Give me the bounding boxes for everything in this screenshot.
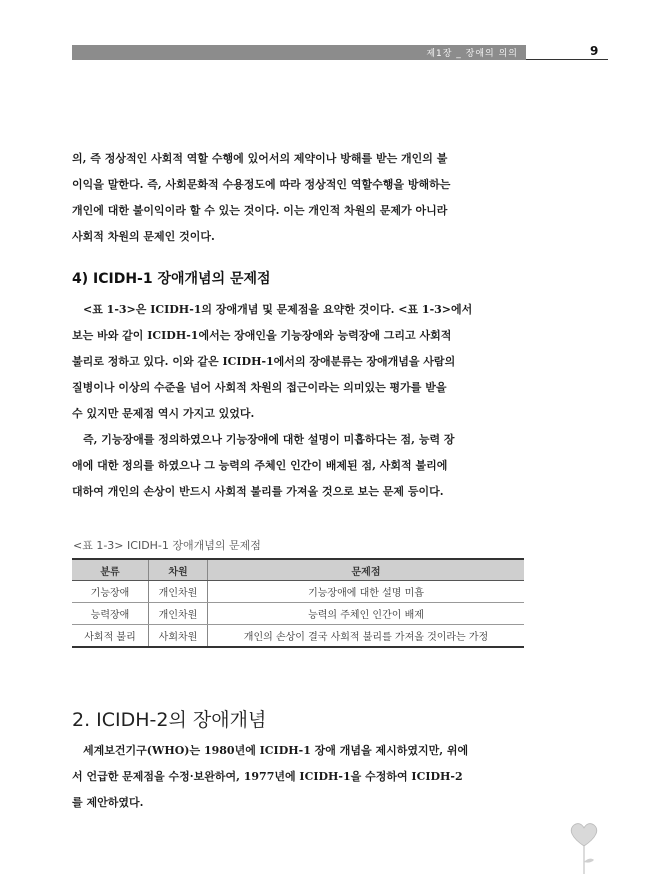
text-line: 이익을 말한다. 즉, 사회문화적 수용정도에 따라 정상적인 역할수행을 방해하는 — [72, 178, 451, 191]
text-line: 세계보건기구(WHO)는 1980년에 ICIDH-1 장애 개념을 제시하였지만, 위에 — [83, 744, 469, 757]
text-line: 보는 바와 같이 ICIDH-1에서는 장애인을 기능장애와 능력장애 그리고 사회적 — [72, 329, 452, 342]
text-line: 를 제안하였다. — [72, 796, 144, 809]
text-line: 애에 대한 정의를 하였으나 그 능력의 주체인 인간이 배제된 점, 사회적 불리에 — [72, 459, 448, 472]
table-row — [72, 625, 524, 648]
intro-paragraph — [72, 146, 532, 250]
section-paragraph — [72, 427, 532, 505]
table-row — [72, 603, 524, 625]
heart-plant-icon — [566, 822, 602, 876]
table-cell: 능력장애 — [72, 603, 149, 625]
text-line: 서 언급한 문제점을 수정·보완하여, 1977년에 ICIDH-1을 수정하여 ICIDH-2 — [72, 770, 463, 783]
running-header-bar — [72, 45, 526, 60]
table-cell: 능력의 주체인 인간이 배제 — [208, 603, 525, 625]
text-line: <표 1-3>은 ICIDH-1의 장애개념 및 문제점을 요약한 것이다. <표 1-3>에서 — [83, 303, 473, 316]
text-line: 수 있지만 문제점 역시 가지고 있었다. — [72, 407, 255, 420]
table-cell: 기능장애 — [72, 581, 149, 603]
table-cell: 사회적 불리 — [72, 625, 149, 648]
table-cell: 개인차원 — [149, 603, 208, 625]
column-header: 차원 — [149, 559, 208, 581]
text-line: 즉, 기능장애를 정의하였으나 기능장애에 대한 설명이 미흡하다는 점, 능력 장 — [83, 433, 455, 446]
text-line: 대하여 개인의 손상이 반드시 사회적 불리를 가져올 것으로 보는 문제 등이다. — [72, 485, 444, 498]
column-header: 분류 — [72, 559, 149, 581]
text-line: 개인에 대한 불이익이라 할 수 있는 것이다. 이는 개인적 차원의 문제가 아니라 — [72, 204, 448, 217]
text-line: 질병이나 이상의 수준을 넘어 사회적 차원의 접근이라는 의미있는 평가를 받을 — [72, 381, 447, 394]
table-cell: 개인차원 — [149, 581, 208, 603]
problems-table — [72, 558, 524, 648]
text-line: 사회적 차원의 문제인 것이다. — [72, 230, 215, 243]
chapter-section-heading: 2. ICIDH-2의 장애개념 — [72, 709, 267, 731]
text-line: 불리로 정하고 있다. 이와 같은 ICIDH-1에서의 장애분류는 장애개념을 사람의 — [72, 355, 456, 368]
text-line: 의, 즉 정상적인 사회적 역할 수행에 있어서의 제약이나 방해를 받는 개인의 불 — [72, 152, 448, 165]
section-paragraph — [72, 738, 532, 816]
table-row — [72, 581, 524, 603]
column-header: 문제점 — [208, 559, 525, 581]
header-rule — [526, 59, 608, 60]
table-header-row — [72, 559, 524, 581]
table-caption: <표 1-3> ICIDH-1 장애개념의 문제점 — [73, 539, 261, 552]
section-paragraph — [72, 297, 532, 427]
section-heading: 4) ICIDH-1 장애개념의 문제점 — [72, 271, 271, 287]
table-cell: 사회차원 — [149, 625, 208, 648]
running-header-chapter: 제1장 _ 장애의 의의 — [426, 49, 518, 59]
table-cell: 기능장애에 대한 설명 미흡 — [208, 581, 525, 603]
page-number: 9 — [590, 44, 599, 58]
table-cell: 개인의 손상이 결국 사회적 불리를 가져올 것이라는 가정 — [208, 625, 525, 648]
